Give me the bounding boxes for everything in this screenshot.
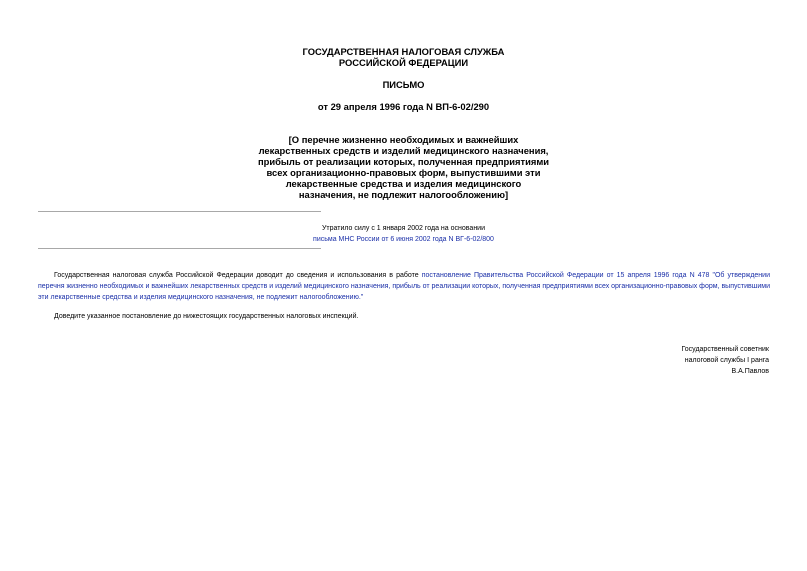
paragraph-text: Государственная налоговая служба Российской Федерации доводит до сведения и использования в работе xyxy=(54,272,422,279)
signature-block xyxy=(681,345,769,377)
agency-line-1: ГОСУДАРСТВЕННАЯ НАЛОГОВАЯ СЛУЖБА xyxy=(302,46,505,57)
document-date-number: от 29 апреля 1996 года N ВП-6-02/290 xyxy=(317,101,490,112)
subject-line: прибыль от реализации которых, полученная предприятиями xyxy=(257,156,550,167)
issuing-agency xyxy=(0,46,807,68)
document-subject xyxy=(0,134,807,200)
status-repeal-link[interactable]: письма МНС России от 6 июня 2002 года N ВГ-6-02/800 xyxy=(313,236,494,243)
subject-line: лекарственные средства и изделия медицинского xyxy=(285,178,522,189)
signatory-title: Государственный советник xyxy=(681,346,769,353)
document-type: ПИСЬМО xyxy=(382,79,425,90)
agency-line-2: РОССИЙСКОЙ ФЕДЕРАЦИИ xyxy=(338,57,469,68)
resolution-link[interactable]: постановление Правительства Российской Федерации от 15 апреля 1996 года N 478 "Об утверждении перечня жизненно необходимых и важнейших лекарственных средств и изделий медицинского назначения, прибыль от реализации которых, полученная предприятиями всех организационно-правовых форм, выпустившими эти лекарственные средства и изделия медицинского назначения, не подлежит налогообложению." xyxy=(38,272,770,301)
divider-bottom xyxy=(38,248,321,249)
body-paragraph-1 xyxy=(38,271,770,303)
subject-line: назначения, не подлежит налогообложению] xyxy=(298,189,509,200)
subject-line: всех организационно-правовых форм, выпустившими эти xyxy=(266,167,541,178)
signatory-name: В.А.Павлов xyxy=(731,367,769,375)
subject-line: [О перечне жизненно необходимых и важнейших xyxy=(288,134,519,145)
divider-top xyxy=(38,211,321,212)
signatory-rank: налоговой службы I ранга xyxy=(684,356,769,364)
subject-line: лекарственных средств и изделий медицинского назначения, xyxy=(258,145,549,156)
body-paragraph-2: Доведите указанное постановление до нижестоящих государственных налоговых инспекций. xyxy=(54,313,359,320)
status-note: Утратило силу с 1 января 2002 года на основании xyxy=(321,225,486,232)
